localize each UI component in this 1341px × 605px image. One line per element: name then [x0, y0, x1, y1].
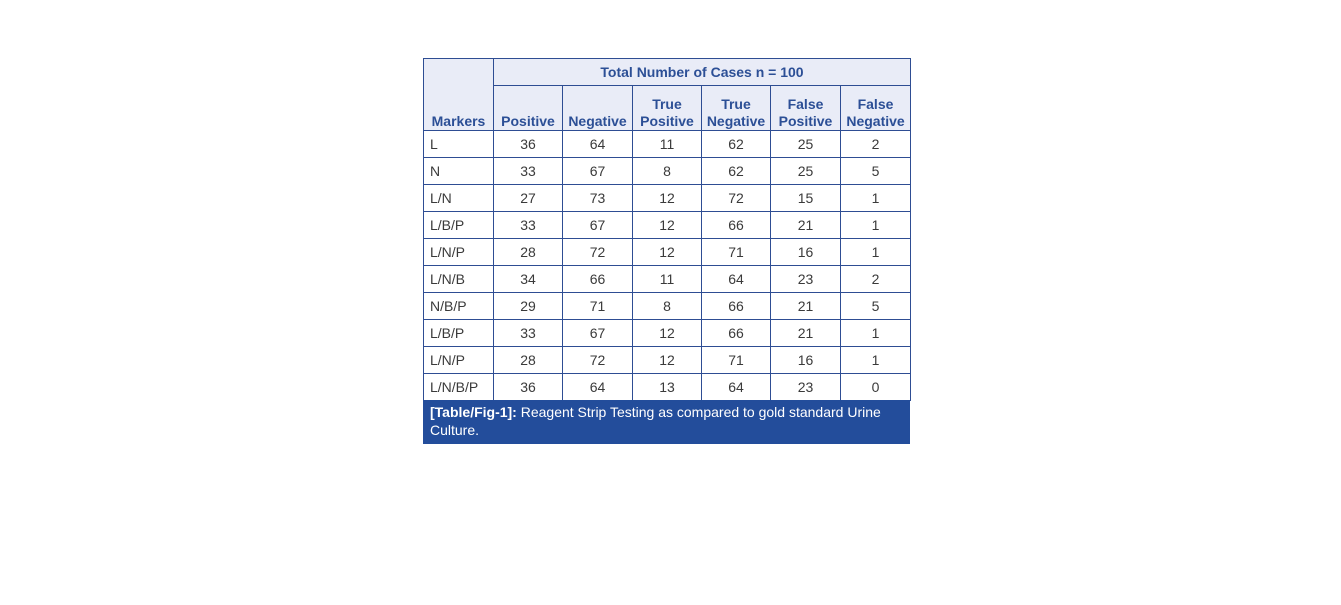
column-header-line1: True	[721, 96, 751, 112]
table-row	[424, 347, 911, 374]
marker-cell: N/B/P	[424, 293, 494, 320]
value-cell: 25	[771, 158, 841, 185]
value-cell: 1	[841, 185, 911, 212]
column-header-line2: Positive	[778, 113, 833, 129]
value-cell: 72	[702, 185, 771, 212]
marker-cell: L/N/P	[424, 347, 494, 374]
value-cell: 16	[771, 347, 841, 374]
column-header-line2: Positive	[640, 113, 694, 129]
value-cell: 12	[633, 185, 702, 212]
value-cell: 73	[563, 185, 633, 212]
value-cell: 5	[841, 158, 911, 185]
value-cell: 64	[702, 266, 771, 293]
value-cell: 71	[702, 239, 771, 266]
value-cell: 8	[633, 293, 702, 320]
value-cell: 11	[633, 131, 702, 158]
value-cell: 64	[702, 374, 771, 401]
value-cell: 21	[771, 212, 841, 239]
value-cell: 33	[494, 320, 563, 347]
value-cell: 13	[633, 374, 702, 401]
value-cell: 36	[494, 374, 563, 401]
value-cell: 23	[771, 266, 841, 293]
marker-cell: L/N/P	[424, 239, 494, 266]
value-cell: 12	[633, 347, 702, 374]
column-header	[841, 86, 911, 131]
marker-cell: L/N	[424, 185, 494, 212]
table-row	[424, 212, 911, 239]
value-cell: 12	[633, 320, 702, 347]
value-cell: 62	[702, 131, 771, 158]
value-cell: 25	[771, 131, 841, 158]
table-figure	[423, 58, 910, 444]
value-cell: 21	[771, 320, 841, 347]
value-cell: 29	[494, 293, 563, 320]
value-cell: 67	[563, 212, 633, 239]
value-cell: 62	[702, 158, 771, 185]
value-cell: 67	[563, 158, 633, 185]
value-cell: 8	[633, 158, 702, 185]
table-row	[424, 158, 911, 185]
value-cell: 64	[563, 374, 633, 401]
table-row	[424, 239, 911, 266]
marker-cell: L/B/P	[424, 320, 494, 347]
value-cell: 28	[494, 347, 563, 374]
table-row	[424, 320, 911, 347]
value-cell: 34	[494, 266, 563, 293]
group-header-row	[424, 59, 911, 86]
value-cell: 66	[702, 212, 771, 239]
value-cell: 67	[563, 320, 633, 347]
value-cell: 36	[494, 131, 563, 158]
value-cell: 64	[563, 131, 633, 158]
column-header	[771, 86, 841, 131]
results-table	[423, 58, 911, 401]
value-cell: 1	[841, 347, 911, 374]
value-cell: 1	[841, 239, 911, 266]
value-cell: 12	[633, 212, 702, 239]
column-header-row	[424, 86, 911, 131]
table-row	[424, 131, 911, 158]
table-row	[424, 374, 911, 401]
value-cell: 28	[494, 239, 563, 266]
value-cell: 21	[771, 293, 841, 320]
marker-cell: L	[424, 131, 494, 158]
marker-cell: L/N/B	[424, 266, 494, 293]
marker-cell: N	[424, 158, 494, 185]
value-cell: 27	[494, 185, 563, 212]
column-header-line1: False	[787, 96, 824, 112]
column-header-line2: Negative	[568, 113, 627, 129]
value-cell: 0	[841, 374, 911, 401]
table-row	[424, 293, 911, 320]
caption-text: Reagent Strip Testing as compared to gold standard Urine Culture.	[430, 404, 881, 438]
marker-cell: L/N/B/P	[424, 374, 494, 401]
value-cell: 71	[563, 293, 633, 320]
value-cell: 71	[702, 347, 771, 374]
value-cell: 5	[841, 293, 911, 320]
table-caption	[423, 400, 910, 444]
value-cell: 1	[841, 320, 911, 347]
value-cell: 16	[771, 239, 841, 266]
value-cell: 66	[563, 266, 633, 293]
table-body	[424, 131, 911, 401]
markers-header: Markers	[424, 59, 494, 131]
value-cell: 72	[563, 347, 633, 374]
value-cell: 23	[771, 374, 841, 401]
value-cell: 2	[841, 131, 911, 158]
table-row	[424, 185, 911, 212]
column-header	[563, 86, 633, 131]
column-header-line2: Positive	[501, 113, 555, 129]
value-cell: 12	[633, 239, 702, 266]
value-cell: 72	[563, 239, 633, 266]
column-header-line1: True	[652, 96, 682, 112]
column-header-line2: Negative	[846, 113, 905, 129]
value-cell: 33	[494, 212, 563, 239]
value-cell: 11	[633, 266, 702, 293]
value-cell: 66	[702, 293, 771, 320]
caption-label: [Table/Fig-1]:	[430, 404, 517, 420]
column-header	[494, 86, 563, 131]
column-header-line1: False	[857, 96, 894, 112]
value-cell: 33	[494, 158, 563, 185]
value-cell: 1	[841, 212, 911, 239]
column-header-line2: Negative	[706, 113, 766, 129]
group-header: Total Number of Cases n = 100	[494, 59, 911, 86]
column-header	[702, 86, 771, 131]
value-cell: 66	[702, 320, 771, 347]
value-cell: 15	[771, 185, 841, 212]
marker-cell: L/B/P	[424, 212, 494, 239]
table-row	[424, 266, 911, 293]
column-header	[633, 86, 702, 131]
value-cell: 2	[841, 266, 911, 293]
